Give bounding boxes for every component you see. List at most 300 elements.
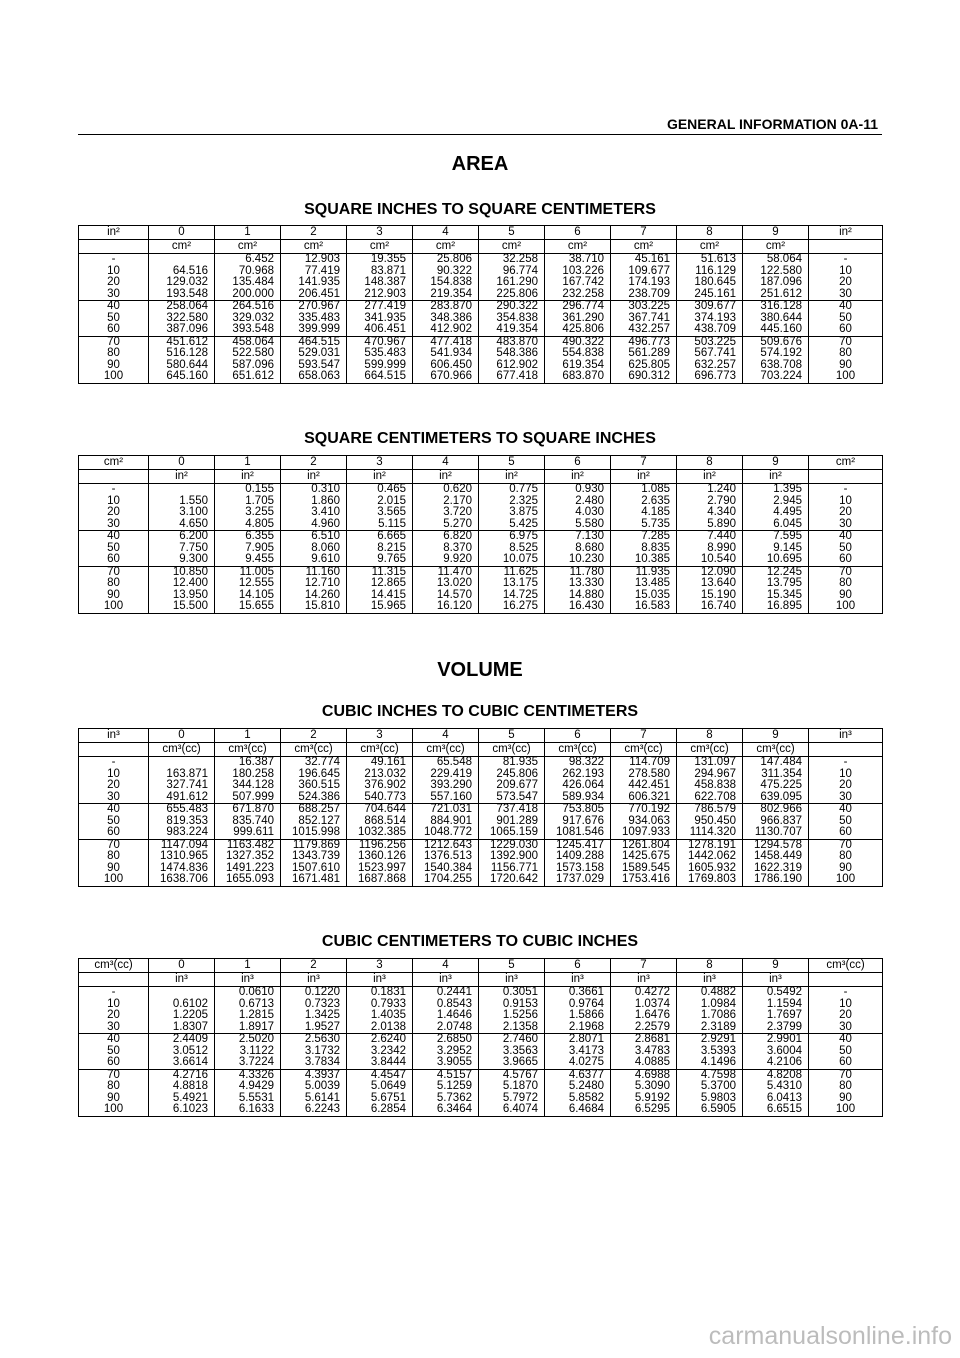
table-value: 1720.642 — [490, 873, 538, 885]
table-value: 1081.546 — [556, 826, 604, 838]
value-column — [215, 987, 281, 1034]
table-value: 0.9764 — [568, 997, 604, 1010]
unit-label: cm² — [413, 240, 479, 254]
table-value: 262.193 — [562, 767, 604, 780]
value-column — [479, 531, 545, 567]
table-value: 10.850 — [172, 565, 208, 578]
table-title: CUBIC INCHES TO CUBIC CENTIMETERS — [321, 703, 639, 720]
table-value: 1.8917 — [238, 1020, 274, 1033]
table-value: 442.451 — [628, 779, 670, 791]
page-header-title: GENERAL INFORMATION 0A-11 — [666, 116, 878, 132]
header-rule — [78, 134, 882, 135]
table-value: 1343.739 — [292, 850, 340, 862]
table-value: 11.935 — [635, 565, 670, 578]
table-unit-row — [79, 470, 883, 484]
table-value: 60 — [839, 1056, 852, 1068]
value-column — [149, 987, 215, 1034]
row-labels-right — [809, 987, 883, 1034]
table-value: 2.635 — [641, 494, 670, 507]
table-value: 1491.223 — [226, 861, 274, 874]
watermark: carmanualsonline.info — [708, 1322, 952, 1350]
table-value: 516.128 — [166, 347, 208, 359]
unit-label: in³ — [215, 973, 281, 987]
table-value: 60 — [107, 826, 120, 838]
table-value: 180.645 — [694, 276, 736, 288]
table-value: 835.740 — [232, 814, 274, 827]
value-column — [149, 484, 215, 531]
row-labels-right — [809, 484, 883, 531]
value-column — [215, 531, 281, 567]
table-value: 5.0649 — [370, 1080, 406, 1092]
table-value: 360.515 — [298, 779, 340, 791]
value-column — [149, 804, 215, 840]
table-value: 70 — [107, 1068, 120, 1081]
table-value: 1638.706 — [160, 873, 208, 885]
table-value: 2.480 — [575, 494, 604, 507]
table-unit-row — [79, 973, 883, 987]
table-value: 770.192 — [628, 803, 670, 815]
table-value: 612.902 — [496, 358, 538, 371]
unit-label: cm³(cc) — [347, 743, 413, 757]
table-value: 60 — [839, 553, 852, 565]
empty-cell — [809, 470, 883, 484]
table-value: 3.2342 — [370, 1044, 406, 1057]
column-header: 9 — [743, 959, 809, 973]
table-value: 4.8818 — [172, 1080, 208, 1092]
table-value: 348.386 — [430, 311, 472, 324]
table-value: 322.580 — [166, 311, 208, 324]
table-value: 2.7460 — [502, 1033, 538, 1045]
table-value: 209.677 — [496, 779, 538, 791]
value-column — [413, 531, 479, 567]
table-value: 30 — [839, 1020, 852, 1033]
table-value: 60 — [839, 826, 852, 838]
table-value: 30 — [839, 790, 852, 803]
value-column — [413, 254, 479, 301]
table-value: 786.579 — [694, 803, 736, 815]
unit-label: cm² — [281, 240, 347, 254]
table-value: 0.4882 — [700, 986, 736, 998]
column-header: 5 — [479, 226, 545, 240]
table-header-row — [79, 729, 883, 743]
table-value: 9.455 — [245, 553, 274, 565]
table-header-row — [79, 959, 883, 973]
table-value: 327.741 — [166, 779, 208, 791]
table-value: 1.9527 — [304, 1020, 340, 1033]
table-title: SQUARE CENTIMETERS TO SQUARE INCHES — [304, 430, 656, 447]
table-value: 12.245 — [766, 565, 802, 578]
table-value: 5.6751 — [370, 1091, 406, 1104]
table-value: 4.6377 — [568, 1068, 604, 1081]
table-value: 6.665 — [377, 530, 406, 542]
table-value: 1015.998 — [292, 826, 340, 838]
value-column — [743, 531, 809, 567]
table-value: 1147.094 — [160, 838, 208, 851]
table-value: - — [111, 253, 116, 265]
table-value: 232.258 — [562, 287, 604, 300]
table-value: 7.905 — [245, 541, 274, 554]
table-value: 6.5295 — [634, 1103, 670, 1115]
table-value: 4.4547 — [370, 1068, 406, 1081]
table-value: 0.3661 — [568, 986, 604, 998]
table-value: 4.9429 — [238, 1080, 274, 1092]
table-value: 4.185 — [641, 506, 670, 518]
table-value: 0.775 — [509, 483, 538, 495]
table-value: 14.260 — [304, 588, 340, 601]
table-value: 451.612 — [166, 335, 208, 348]
table-value: 238.709 — [628, 287, 670, 300]
value-column — [611, 531, 677, 567]
table-value: 311.354 — [761, 767, 802, 780]
value-column — [743, 254, 809, 301]
table-value: 0.0610 — [238, 986, 274, 998]
table-value: 477.418 — [430, 335, 472, 348]
column-header: 0 — [149, 729, 215, 743]
table-value: 1753.416 — [622, 873, 670, 885]
table-value: 80 — [839, 347, 852, 359]
column-header: 0 — [149, 959, 215, 973]
row-labels-right — [809, 1034, 883, 1070]
table-value: 548.386 — [496, 347, 538, 359]
unit-label: in³ — [281, 973, 347, 987]
value-column — [215, 839, 281, 886]
table-value: 147.484 — [760, 756, 802, 768]
table-value: 45.161 — [634, 253, 670, 265]
value-column — [677, 839, 743, 886]
empty-cell — [79, 973, 149, 987]
value-column — [281, 1034, 347, 1070]
table-value: 1687.868 — [358, 873, 406, 885]
table-unit-row — [79, 240, 883, 254]
table-value: 15.190 — [700, 588, 736, 601]
table-value: 4.0885 — [634, 1056, 670, 1068]
value-column — [149, 301, 215, 337]
value-column — [479, 804, 545, 840]
table-value: 9.610 — [311, 553, 340, 565]
empty-cell — [809, 973, 883, 987]
table-value: 0.6102 — [172, 997, 208, 1010]
table-value: 884.901 — [430, 814, 472, 827]
table-value: 193.548 — [166, 287, 208, 300]
value-column — [149, 531, 215, 567]
value-column — [215, 336, 281, 383]
table-value: 109.677 — [628, 264, 670, 277]
row-labels-left — [79, 804, 149, 840]
table-value: 103.226 — [562, 264, 604, 277]
table-value: 12.090 — [700, 565, 736, 578]
unit-label: cm³(cc) — [611, 743, 677, 757]
value-column — [149, 757, 215, 804]
table-value: 80 — [839, 1080, 852, 1092]
table-value: 7.285 — [641, 530, 670, 542]
value-column — [347, 254, 413, 301]
table-value: 1310.965 — [160, 850, 208, 862]
value-column — [149, 839, 215, 886]
value-column — [545, 531, 611, 567]
column-header: 3 — [347, 959, 413, 973]
table-value: 399.999 — [298, 323, 340, 335]
table-value: 387.096 — [166, 323, 208, 335]
table-row-group — [79, 531, 883, 567]
table-value: 19.355 — [370, 253, 406, 265]
table-value: 3.720 — [443, 506, 472, 518]
value-column — [281, 531, 347, 567]
table-value: 5.270 — [443, 517, 472, 530]
column-header: 6 — [545, 226, 611, 240]
table-value: 30 — [107, 517, 120, 530]
table-value: 70 — [107, 838, 120, 851]
table-value: 1.860 — [311, 494, 340, 507]
table-value: 0.1220 — [304, 986, 340, 998]
unit-label: in² — [545, 470, 611, 484]
table-value: 10.385 — [634, 553, 670, 565]
table-value: 671.870 — [232, 803, 274, 815]
table-value — [151, 757, 208, 769]
table-value: 20 — [107, 779, 120, 791]
value-column — [281, 484, 347, 531]
table-value: 1065.159 — [490, 826, 538, 838]
table-value: 737.418 — [496, 803, 538, 815]
table-value: 393.290 — [430, 779, 472, 791]
table-value: 1.0374 — [634, 997, 670, 1010]
table-value: 80 — [107, 1080, 120, 1092]
table-value: 557.160 — [430, 790, 472, 803]
unit-label: in² — [149, 470, 215, 484]
table-value: 1442.062 — [688, 850, 736, 862]
table-value: 419.354 — [496, 323, 538, 335]
conversion-table — [78, 225, 883, 384]
header-unit-left: cm³(cc) — [79, 959, 149, 973]
column-header: 1 — [215, 226, 281, 240]
table-value: 1032.385 — [358, 826, 406, 838]
table-value: 16.583 — [634, 600, 670, 612]
value-column — [677, 1069, 743, 1116]
value-column — [545, 804, 611, 840]
table-value: 341.935 — [364, 311, 406, 324]
row-labels-right — [809, 531, 883, 567]
table-value: 529.031 — [298, 347, 340, 359]
table-value: 5.1259 — [436, 1080, 472, 1092]
table-value: 40 — [839, 803, 852, 815]
value-column — [347, 336, 413, 383]
table-value: 270.967 — [298, 300, 340, 312]
table-value: 5.6141 — [304, 1091, 340, 1104]
table-value: 464.515 — [298, 335, 340, 348]
table-value: 245.806 — [496, 767, 538, 780]
table-value: 40 — [839, 300, 852, 312]
table-value: 16.740 — [700, 600, 736, 612]
table-value: 13.020 — [436, 577, 472, 589]
header-unit-left: in³ — [79, 729, 149, 743]
table-value: 50 — [107, 541, 120, 554]
table-value: 541.934 — [430, 347, 472, 359]
table-value: 1.550 — [179, 494, 208, 507]
column-header: 4 — [413, 226, 479, 240]
row-labels-left — [79, 1069, 149, 1116]
table-value: 10 — [107, 264, 120, 277]
table-value: 1.240 — [707, 483, 736, 495]
table-value: 6.6515 — [766, 1103, 802, 1115]
unit-label: in³ — [479, 973, 545, 987]
unit-label: cm² — [743, 240, 809, 254]
value-column — [611, 987, 677, 1034]
table-value: 14.105 — [238, 588, 274, 601]
table-value — [151, 987, 208, 999]
table-value: 10 — [839, 494, 852, 507]
unit-label: cm² — [215, 240, 281, 254]
table-value: 540.773 — [364, 790, 406, 803]
value-column — [743, 1069, 809, 1116]
value-column — [479, 1069, 545, 1116]
value-column — [479, 1034, 545, 1070]
table-value: 1.4646 — [436, 1009, 472, 1021]
table-value: 11.160 — [305, 565, 340, 578]
unit-label: cm² — [149, 240, 215, 254]
table-value: 10 — [107, 767, 120, 780]
table-value: 6.2243 — [304, 1103, 340, 1115]
table-value: 1589.545 — [622, 861, 670, 874]
table-value: 258.064 — [166, 300, 208, 312]
table-value: 70 — [839, 335, 852, 348]
value-column — [149, 254, 215, 301]
table-row-group — [79, 566, 883, 613]
value-column — [215, 254, 281, 301]
column-header: 4 — [413, 729, 479, 743]
table-value: 60 — [107, 323, 120, 335]
value-column — [215, 484, 281, 531]
table-value: 587.096 — [232, 358, 274, 371]
row-labels-left — [79, 531, 149, 567]
table-value: 1163.482 — [226, 838, 274, 851]
value-column — [413, 484, 479, 531]
table-value: 1327.352 — [226, 850, 274, 862]
table-value: 20 — [107, 506, 120, 518]
value-column — [611, 484, 677, 531]
table-value: 10 — [839, 767, 852, 780]
value-column — [677, 566, 743, 613]
table-value: 8.370 — [443, 541, 472, 554]
value-column — [215, 301, 281, 337]
value-column — [215, 566, 281, 613]
table-value: 206.451 — [298, 287, 340, 300]
table-value: - — [843, 986, 848, 998]
table-value: 5.425 — [509, 517, 538, 530]
table-value: 11.470 — [437, 565, 472, 578]
table-row-group — [79, 987, 883, 1034]
table-value: 2.8681 — [634, 1033, 670, 1045]
table-value: 40 — [107, 1033, 120, 1045]
unit-label: in² — [743, 470, 809, 484]
table-value: 20 — [839, 506, 852, 518]
table-value: 98.322 — [568, 756, 604, 768]
table-value: 100 — [835, 1103, 856, 1115]
table-value: 1245.417 — [556, 838, 604, 851]
empty-cell — [79, 470, 149, 484]
table-value: 1540.384 — [424, 861, 472, 874]
table-value: 122.580 — [760, 264, 802, 277]
table-value: 9.765 — [377, 553, 406, 565]
value-column — [149, 1034, 215, 1070]
unit-label: in³ — [743, 973, 809, 987]
table-value: 574.192 — [760, 347, 802, 359]
column-header: 8 — [677, 456, 743, 470]
table-value: 4.650 — [179, 517, 208, 530]
value-column — [413, 1069, 479, 1116]
table-value: 6.2854 — [370, 1103, 406, 1115]
column-header: 5 — [479, 456, 545, 470]
column-header: 4 — [413, 456, 479, 470]
table-value: 1655.093 — [226, 873, 274, 885]
table-value: 651.612 — [232, 370, 274, 382]
table-value: 13.175 — [502, 577, 538, 589]
table-value: 10 — [107, 997, 120, 1010]
table-value: 90 — [839, 861, 852, 874]
table-value: 100 — [103, 370, 124, 382]
table-value: 0.4272 — [634, 986, 670, 998]
value-column — [545, 336, 611, 383]
table-value: 141.935 — [298, 276, 340, 288]
table-value: 30 — [107, 790, 120, 803]
table-value: 5.0039 — [304, 1080, 340, 1092]
unit-label: cm³(cc) — [479, 743, 545, 757]
table-value: 14.570 — [436, 588, 472, 601]
table-value: - — [111, 756, 116, 768]
table-value: 90 — [107, 358, 120, 371]
table-value: 283.870 — [430, 300, 472, 312]
value-column — [545, 566, 611, 613]
table-value: 4.5767 — [502, 1068, 538, 1081]
table-value: 2.945 — [773, 494, 802, 507]
table-value: 7.440 — [707, 530, 736, 542]
unit-label: in² — [413, 470, 479, 484]
row-labels-left — [79, 484, 149, 531]
table-value: 225.806 — [496, 287, 538, 300]
table-value: 1261.804 — [622, 838, 670, 851]
unit-label: in³ — [677, 973, 743, 987]
column-header: 0 — [149, 226, 215, 240]
table-value: 90 — [839, 358, 852, 371]
table-value: 148.387 — [364, 276, 406, 288]
table-value: 80 — [107, 577, 120, 589]
row-labels-left — [79, 254, 149, 301]
unit-label: cm³(cc) — [545, 743, 611, 757]
table-value: 4.495 — [773, 506, 802, 518]
value-column — [743, 987, 809, 1034]
table-value: 11.780 — [569, 565, 604, 578]
table-value: 212.903 — [364, 287, 406, 300]
table-value: 30 — [839, 517, 852, 530]
value-column — [413, 336, 479, 383]
table-value: 3.8444 — [370, 1056, 406, 1068]
value-column — [545, 987, 611, 1034]
table-value: 458.838 — [694, 779, 736, 791]
table-value: 901.289 — [496, 814, 538, 827]
table-value: 2.0138 — [370, 1020, 406, 1033]
table-value: 90.322 — [436, 264, 472, 277]
table-value: 721.031 — [430, 803, 472, 815]
row-labels-left — [79, 1034, 149, 1070]
row-labels-left — [79, 566, 149, 613]
table-value: 0.155 — [245, 483, 274, 495]
unit-label: cm² — [677, 240, 743, 254]
table-value: 0.9153 — [502, 997, 538, 1010]
table-value: 2.6240 — [370, 1033, 406, 1045]
table-value: 6.0413 — [766, 1091, 802, 1104]
table-value: 475.225 — [760, 779, 802, 791]
table-value: 470.967 — [364, 335, 406, 348]
table-value: 999.611 — [233, 826, 274, 838]
row-labels-right — [809, 301, 883, 337]
